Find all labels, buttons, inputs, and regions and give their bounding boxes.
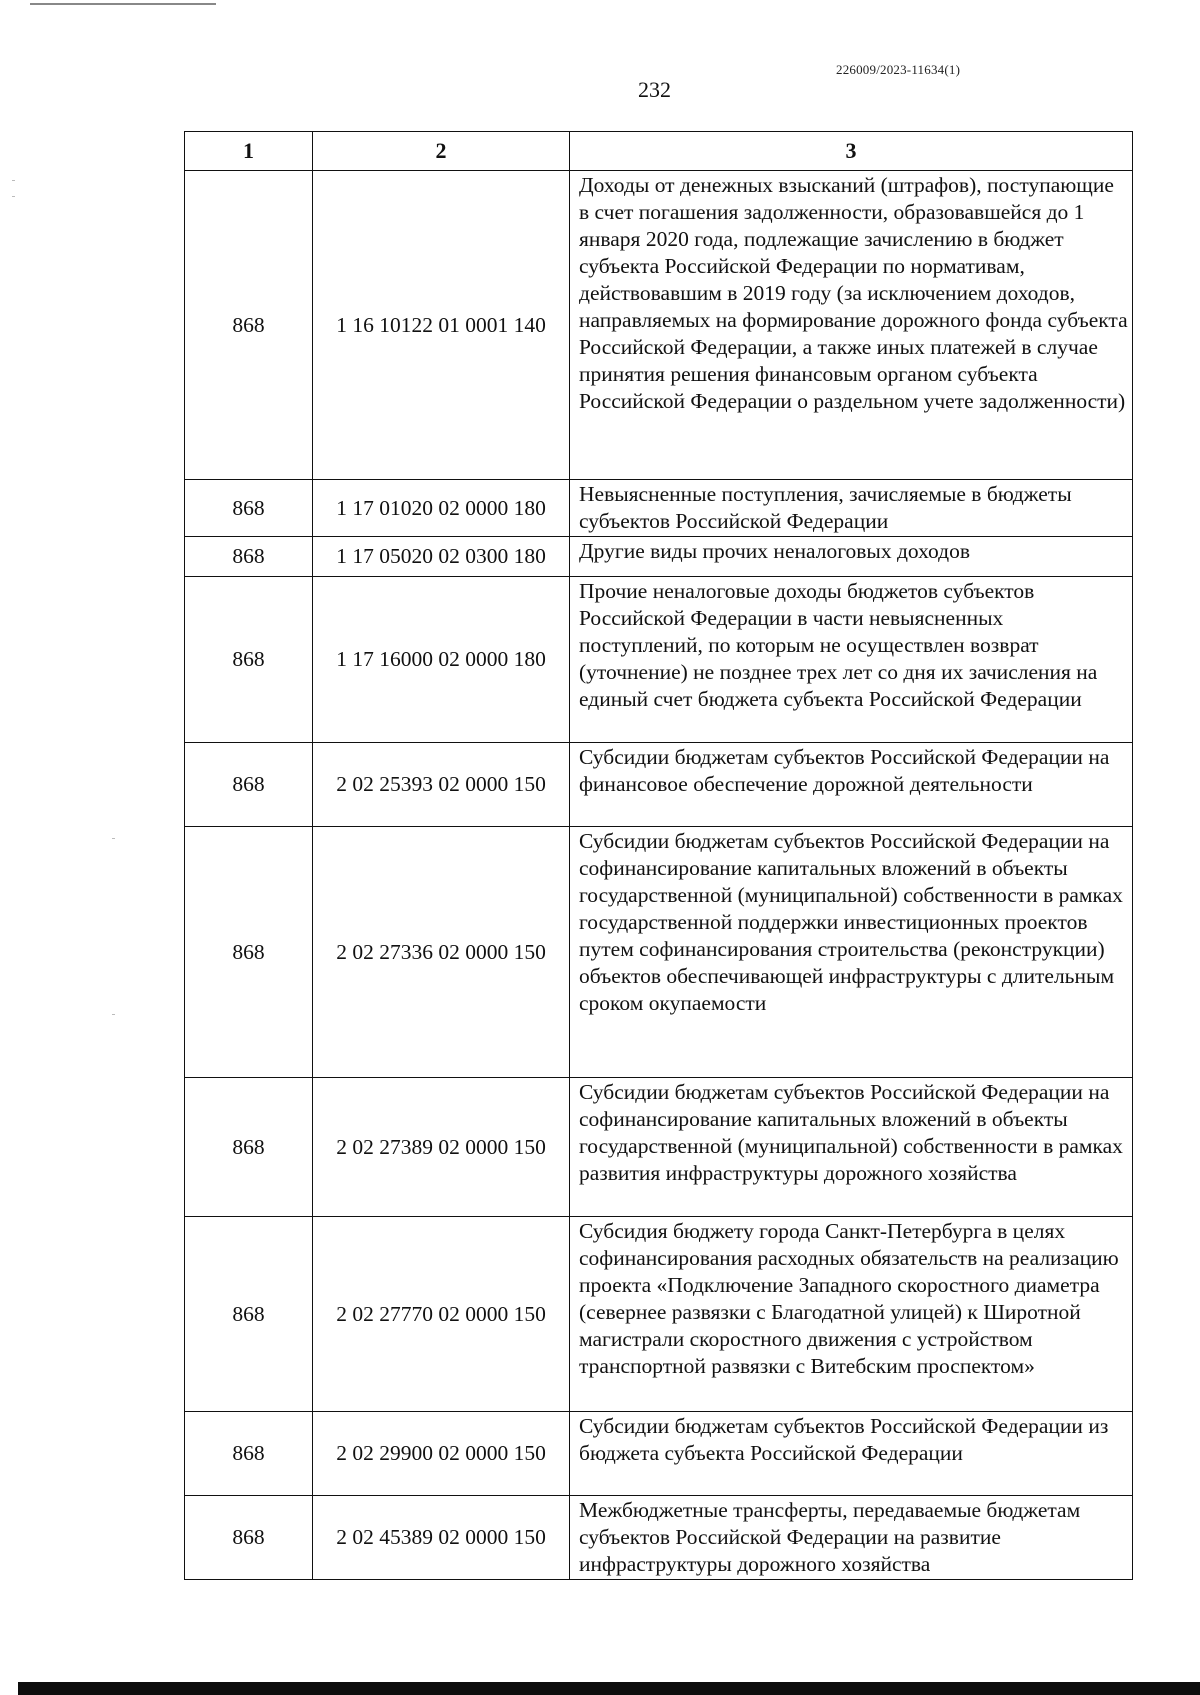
admin-code-cell: 868: [185, 1217, 313, 1412]
admin-code-cell: 868: [185, 743, 313, 827]
admin-code-cell: 868: [185, 1496, 313, 1580]
document-id: 226009/2023-11634(1): [836, 62, 961, 77]
budget-code-cell: 1 17 05020 02 0300 180: [313, 537, 570, 577]
budget-code-cell: 1 16 10122 01 0001 140: [313, 171, 570, 480]
description-cell: Другие виды прочих неналоговых доходов: [570, 537, 1133, 577]
budget-code-cell: 2 02 25393 02 0000 150: [313, 743, 570, 827]
description-cell: Субсидии бюджетам субъектов Российской Федерации на финансовое обеспечение дорожной деятельности: [570, 743, 1133, 827]
description-cell: Прочие неналоговые доходы бюджетов субъектов Российской Федерации в части невыясненных поступлений, по которым не осуществлен возврат (уточнение) не позднее трех лет со дня их зачисления на единый счет бюджета субъекта Российской Федерации: [570, 577, 1133, 743]
table-row: [185, 577, 1133, 743]
margin-speck: [112, 838, 115, 839]
margin-speck: [12, 196, 15, 197]
table-row: [185, 827, 1133, 1078]
description-cell: Субсидии бюджетам субъектов Российской Федерации на софинансирование капитальных вложений в объекты государственной (муниципальной) собственности в рамках государственной поддержки инвестиционных проектов путем софинансирования строительства (реконструкции) объектов обеспечивающей инфраструктуры с длительным сроком окупаемости: [570, 827, 1133, 1078]
column-header-2: 2: [313, 132, 570, 171]
budget-code-cell: 2 02 27389 02 0000 150: [313, 1078, 570, 1217]
scan-artifact: [30, 3, 216, 5]
budget-code-cell: 1 17 01020 02 0000 180: [313, 480, 570, 537]
budget-code-cell: 2 02 27336 02 0000 150: [313, 827, 570, 1078]
table-row: [185, 537, 1133, 577]
revenue-codes-table: [184, 131, 1133, 1580]
column-header-3: 3: [570, 132, 1133, 171]
table-row: [185, 1217, 1133, 1412]
description-cell: Межбюджетные трансферты, передаваемые бюджетам субъектов Российской Федерации на развитие инфраструктуры дорожного хозяйства: [570, 1496, 1133, 1580]
budget-code-cell: 2 02 45389 02 0000 150: [313, 1496, 570, 1580]
page-number: 232: [638, 77, 671, 102]
description-cell: Доходы от денежных взысканий (штрафов), поступающие в счет погашения задолженности, образовавшейся до 1 января 2020 года, подлежащие зачислению в бюджет субъекта Российской Федерации по нормативам, действовавшим в 2019 году (за исключением доходов, направляемых на формирование дорожного фонда субъекта Российской Федерации, а также иных платежей в случае принятия решения финансовым органом субъекта Российской Федерации о раздельном учете задолженности): [570, 171, 1133, 480]
margin-speck: [112, 1014, 115, 1015]
table-row: [185, 1496, 1133, 1580]
table-row: [185, 743, 1133, 827]
admin-code-cell: 868: [185, 1412, 313, 1496]
table-row: [185, 171, 1133, 480]
description-cell: Субсидии бюджетам субъектов Российской Федерации на софинансирование капитальных вложений в объекты государственной (муниципальной) собственности в рамках развития инфраструктуры дорожного хозяйства: [570, 1078, 1133, 1217]
description-cell: Невыясненные поступления, зачисляемые в бюджеты субъектов Российской Федерации: [570, 480, 1133, 537]
column-header-1: 1: [185, 132, 313, 171]
scan-edge-band: [18, 1682, 1200, 1695]
budget-code-cell: 2 02 27770 02 0000 150: [313, 1217, 570, 1412]
table-header-row: [185, 132, 1133, 171]
table-row: [185, 480, 1133, 537]
admin-code-cell: 868: [185, 480, 313, 537]
admin-code-cell: 868: [185, 827, 313, 1078]
table-row: [185, 1078, 1133, 1217]
table-row: [185, 1412, 1133, 1496]
description-cell: Субсидия бюджету города Санкт-Петербурга в целях софинансирования расходных обязательств на реализацию проекта «Подключение Западного скоростного диаметра (севернее развязки с Благодатной улицей) к Широтной магистрали скоростного движения с устройством транспортной развязки с Витебским проспектом»: [570, 1217, 1133, 1412]
admin-code-cell: 868: [185, 537, 313, 577]
description-cell: Субсидии бюджетам субъектов Российской Федерации из бюджета субъекта Российской Федерации: [570, 1412, 1133, 1496]
admin-code-cell: 868: [185, 1078, 313, 1217]
admin-code-cell: 868: [185, 577, 313, 743]
admin-code-cell: 868: [185, 171, 313, 480]
margin-speck: [12, 180, 15, 181]
budget-code-cell: 1 17 16000 02 0000 180: [313, 577, 570, 743]
budget-code-cell: 2 02 29900 02 0000 150: [313, 1412, 570, 1496]
